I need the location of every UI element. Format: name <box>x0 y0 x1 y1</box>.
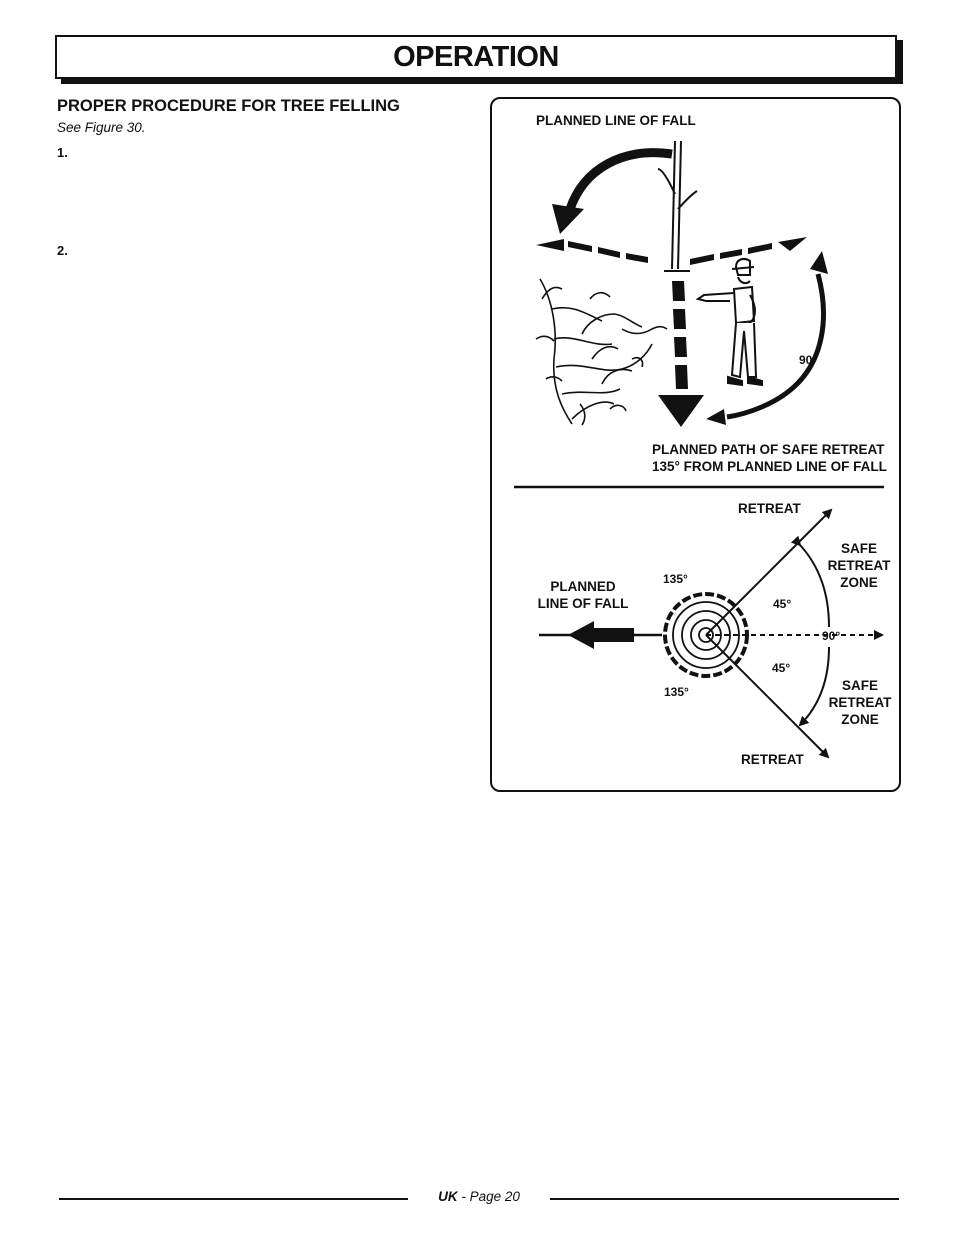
footer-page-number: - Page 20 <box>461 1189 520 1204</box>
label-90-top: 90° <box>799 353 818 367</box>
page-title: OPERATION <box>393 40 559 73</box>
label-safe-zone-top-3: ZONE <box>840 575 878 590</box>
label-retreat-top: RETREAT <box>738 501 801 516</box>
label-retreat-path-2: 135° FROM PLANNED LINE OF FALL <box>652 459 887 474</box>
label-safe-zone-top-2: RETREAT <box>827 558 891 573</box>
label-safe-zone-bottom-3: ZONE <box>841 712 879 727</box>
footer-rule-left <box>59 1198 408 1200</box>
label-retreat-bottom: RETREAT <box>741 752 804 767</box>
fall-direction-arrow-icon <box>552 153 672 234</box>
label-safe-zone-bottom-2: RETREAT <box>828 695 892 710</box>
page-header <box>55 35 897 79</box>
brush-icon <box>536 279 667 425</box>
label-45-top: 45° <box>773 597 792 611</box>
section-subheading: See Figure 30. <box>57 120 146 135</box>
section-heading: PROPER PROCEDURE FOR TREE FELLING <box>57 97 400 115</box>
label-planned: PLANNED <box>550 579 616 594</box>
retreat-arc-arrow-icon <box>706 251 828 425</box>
retreat-line-bottom <box>706 635 828 757</box>
label-90-bottom: 90° <box>822 629 841 643</box>
page-footer <box>408 1189 550 1204</box>
retreat-line-top <box>706 510 831 635</box>
figure-illustration <box>492 99 903 794</box>
line-of-fall-arrow-icon <box>539 621 662 649</box>
safe-zone-arc-bottom <box>800 647 829 725</box>
step-number-2: 2. <box>57 243 68 258</box>
tree-icon <box>658 141 697 271</box>
label-retreat-path-1: PLANNED PATH OF SAFE RETREAT <box>652 442 885 457</box>
footer-rule-right <box>550 1198 899 1200</box>
label-line-of-fall: LINE OF FALL <box>537 596 629 611</box>
label-planned-line-of-fall: PLANNED LINE OF FALL <box>536 113 696 128</box>
footer-region: UK <box>438 1189 458 1204</box>
safe-zone-arc-top <box>800 545 829 627</box>
dashed-down-arrow <box>658 281 704 427</box>
step-number-1: 1. <box>57 145 68 160</box>
label-45-bottom: 45° <box>772 661 791 675</box>
figure-tree-felling <box>490 97 901 792</box>
label-safe-zone-top-1: SAFE <box>840 541 878 556</box>
label-safe-zone-bottom-1: SAFE <box>841 678 879 693</box>
label-135-top: 135° <box>663 572 688 586</box>
label-135-bottom: 135° <box>664 685 689 699</box>
person-icon <box>698 259 762 385</box>
